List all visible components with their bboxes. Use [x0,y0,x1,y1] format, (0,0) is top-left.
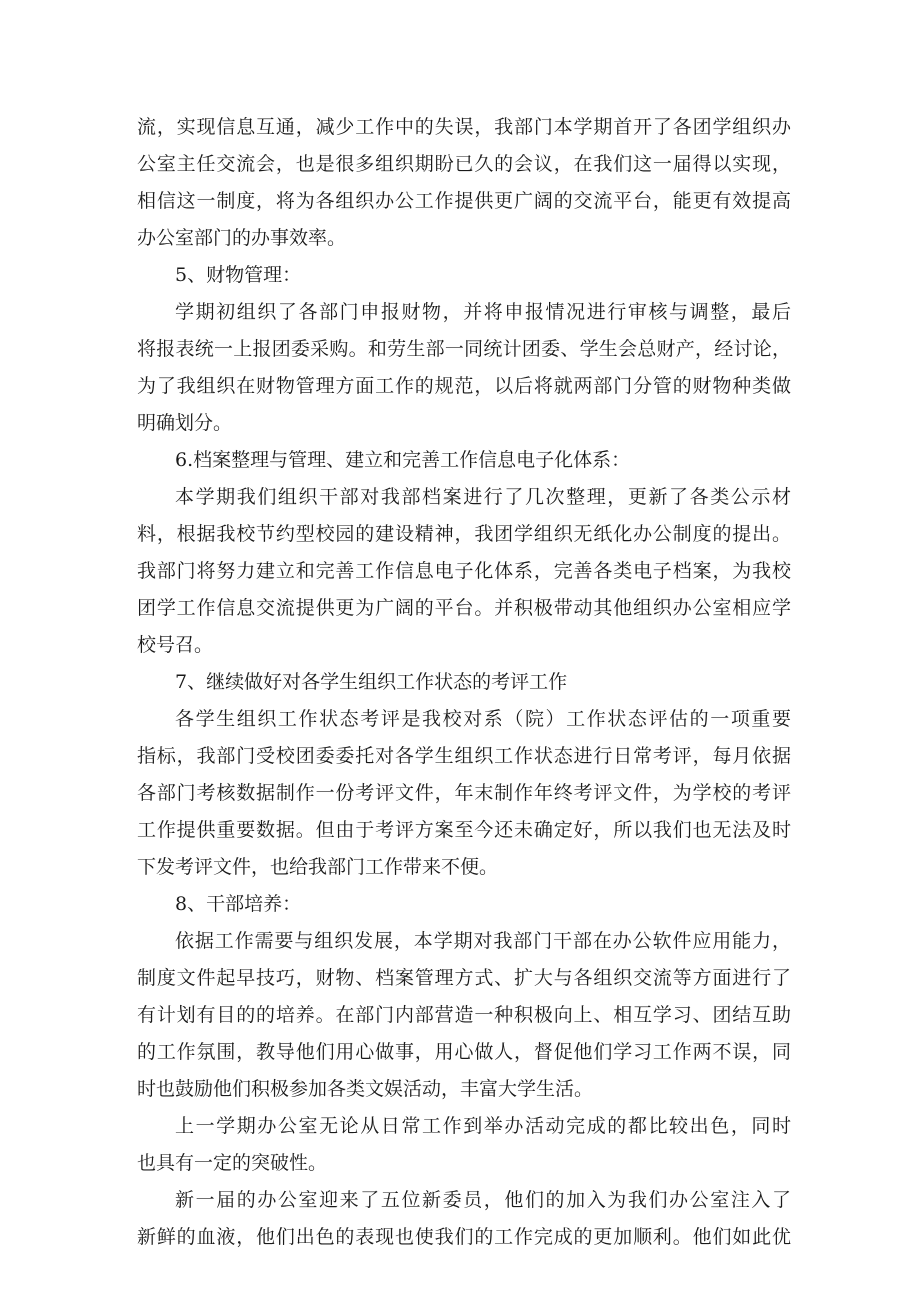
text-line: 6.档案整理与管理、建立和完善工作信息电子化体系： [175,449,631,471]
text-line: 相信这一制度，将为各组织办公工作提供更广阔的交流平台，能更有效提高 [137,190,791,212]
text-line: 流，实现信息互通，减少工作中的失误，我部门本学期首开了各团学组织办 [137,116,791,138]
text-line: 制度文件起早技巧，财物、档案管理方式、扩大与各组织交流等方面进行了 [137,967,791,989]
text-line: 本学期我们组织干部对我部档案进行了几次整理，更新了各类公示材 [175,486,791,508]
text-line: 办公室部门的办事效率。 [137,227,347,249]
text-line: 也具有一定的突破性。 [137,1152,328,1174]
text-line: 8、干部培养： [175,893,302,915]
text-line: 依据工作需要与组织发展，本学期对我部门干部在办公软件应用能力， [175,930,791,952]
document-body [137,109,791,1256]
text-line: 团学工作信息交流提供更为广阔的平台。并积极带动其他组织办公室相应学 [137,597,791,619]
text-line: 为了我组织在财物管理方面工作的规范，以后将就两部门分管的财物种类做 [137,375,791,397]
text-line: 校号召。 [137,634,214,656]
text-line: 学期初组织了各部门申报财物，并将申报情况进行审核与调整，最后 [175,301,791,323]
text-line: 下发考评文件，也给我部门工作带来不便。 [137,856,499,878]
text-line: 5、财物管理： [175,264,302,286]
text-line: 有计划有目的的培养。在部门内部营造一种积极向上、相互学习、团结互助 [137,1004,791,1026]
text-line: 各部门考核数据制作一份考评文件，年末制作年终考评文件，为学校的考评 [137,782,791,804]
text-line: 各学生组织工作状态考评是我校对系（院）工作状态评估的一项重要 [175,708,791,730]
text-line: 将报表统一上报团委采购。和劳生部一同统计团委、学生会总财产，经讨论， [137,338,791,360]
text-line: 新鲜的血液，他们出色的表现也使我们的工作完成的更加顺利。他们如此优 [137,1226,791,1248]
text-line: 7、继续做好对各学生组织工作状态的考评工作 [175,671,568,693]
text-line: 的工作氛围，教导他们用心做事，用心做人，督促他们学习工作两不误，同 [137,1041,791,1063]
text-line: 时也鼓励他们积极参加各类文娱活动，丰富大学生活。 [137,1078,594,1100]
text-line: 上一学期办公室无论从日常工作到举办活动完成的都比较出色，同时 [175,1115,791,1137]
text-line: 新一届的办公室迎来了五位新委员，他们的加入为我们办公室注入了 [175,1189,791,1211]
text-line: 明确划分。 [137,412,233,434]
text-line: 工作提供重要数据。但由于考评方案至今还未确定好，所以我们也无法及时 [137,819,791,841]
text-line: 指标，我部门受校团委委托对各学生组织工作状态进行日常考评，每月依据 [137,745,791,767]
text-line: 料，根据我校节约型校园的建设精神，我团学组织无纸化办公制度的提出。 [137,523,791,545]
text-line: 我部门将努力建立和完善工作信息电子化体系，完善各类电子档案，为我校 [137,560,791,582]
text-line: 公室主任交流会，也是很多组织期盼已久的会议，在我们这一届得以实现， [137,153,791,175]
